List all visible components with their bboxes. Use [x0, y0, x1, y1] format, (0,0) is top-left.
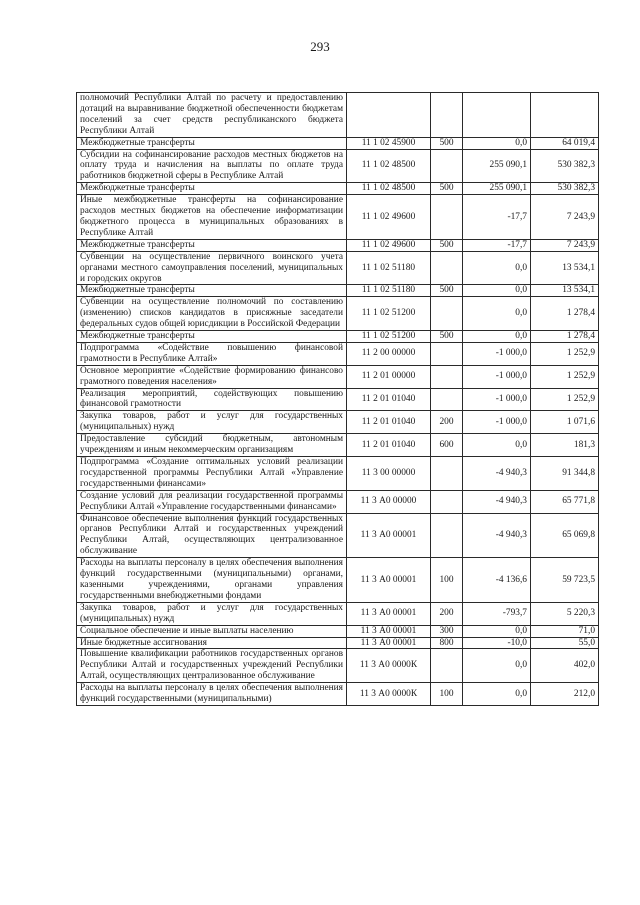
- row-name-cell: Иные бюджетные ассигнования: [77, 637, 347, 649]
- row-code-cell: 11 1 02 51200: [347, 331, 431, 343]
- table-row: [77, 239, 599, 251]
- row-code-cell: 11 2 01 01040: [347, 411, 431, 434]
- row-amount-total-cell: 530 382,3: [531, 183, 599, 195]
- row-amount-change-cell: 0,0: [463, 331, 531, 343]
- table-row: [77, 602, 599, 625]
- row-code-cell: 11 1 02 48500: [347, 149, 431, 183]
- row-name-cell: Межбюджетные трансферты: [77, 137, 347, 149]
- row-amount-change-cell: [463, 93, 531, 138]
- row-amount-total-cell: 212,0: [531, 683, 599, 706]
- row-name-cell: Субсидии на софинансирование расходов местных бюджетов на оплату труда и начисления на выплаты по оплате труда работников бюджетной сферы в Республике Алтай: [77, 149, 347, 183]
- row-type-cell: [431, 149, 463, 183]
- row-amount-total-cell: 55,0: [531, 637, 599, 649]
- row-amount-change-cell: -4 136,6: [463, 558, 531, 603]
- row-amount-total-cell: 181,3: [531, 434, 599, 457]
- row-name-cell: Субвенции на осуществление полномочий по составлению (изменению) списков кандидатов в присяжные заседатели федеральных судов общей юрисдикции в Российской Федерации: [77, 297, 347, 331]
- row-amount-total-cell: 5 220,3: [531, 602, 599, 625]
- row-amount-change-cell: 255 090,1: [463, 183, 531, 195]
- table-row: [77, 365, 599, 388]
- row-name-cell: Реализация мероприятий, содействующих повышению финансовой грамотности: [77, 388, 347, 411]
- row-name-cell: Финансовое обеспечение выполнения функций государственных органов Республики Алтай и государственных учреждений Республики Алтай, осуществляющих централизованное обслуживание: [77, 513, 347, 558]
- row-type-cell: [431, 457, 463, 491]
- row-type-cell: [431, 342, 463, 365]
- row-type-cell: 500: [431, 137, 463, 149]
- row-code-cell: 11 1 02 49600: [347, 239, 431, 251]
- row-amount-change-cell: 0,0: [463, 625, 531, 637]
- row-name-cell: Подпрограмма «Создание оптимальных условий реализации государственной программы Республики Алтай «Управление государственными финансами»: [77, 457, 347, 491]
- row-amount-change-cell: 0,0: [463, 434, 531, 457]
- row-amount-change-cell: -1 000,0: [463, 342, 531, 365]
- row-code-cell: 11 3 А0 00001: [347, 625, 431, 637]
- table-row: [77, 490, 599, 513]
- row-amount-change-cell: 0,0: [463, 297, 531, 331]
- row-name-cell: Предоставление субсидий бюджетным, автономным учреждениям и иным некоммерческим организациям: [77, 434, 347, 457]
- row-code-cell: 11 1 02 51180: [347, 285, 431, 297]
- row-amount-total-cell: 1 252,9: [531, 388, 599, 411]
- row-amount-change-cell: -17,7: [463, 195, 531, 240]
- row-name-cell: Расходы на выплаты персоналу в целях обеспечения выполнения функций государственными (муниципальными): [77, 683, 347, 706]
- row-amount-change-cell: 255 090,1: [463, 149, 531, 183]
- row-type-cell: 200: [431, 411, 463, 434]
- row-name-cell: Подпрограмма «Содействие повышению финансовой грамотности в Республике Алтай»: [77, 342, 347, 365]
- row-amount-total-cell: 7 243,9: [531, 239, 599, 251]
- row-name-cell: Межбюджетные трансферты: [77, 285, 347, 297]
- row-type-cell: [431, 297, 463, 331]
- table-row: [77, 513, 599, 558]
- row-amount-total-cell: 64 019,4: [531, 137, 599, 149]
- row-type-cell: 800: [431, 637, 463, 649]
- row-code-cell: 11 3 А0 00001: [347, 602, 431, 625]
- row-type-cell: [431, 649, 463, 683]
- row-amount-total-cell: 1 278,4: [531, 297, 599, 331]
- row-type-cell: 500: [431, 183, 463, 195]
- row-type-cell: [431, 490, 463, 513]
- table-row: [77, 637, 599, 649]
- row-code-cell: 11 2 01 00000: [347, 365, 431, 388]
- row-amount-total-cell: 1 278,4: [531, 331, 599, 343]
- row-type-cell: 500: [431, 331, 463, 343]
- row-code-cell: 11 1 02 51180: [347, 251, 431, 285]
- row-name-cell: Основное мероприятие «Содействие формированию финансово грамотного поведения населения»: [77, 365, 347, 388]
- row-code-cell: 11 1 02 48500: [347, 183, 431, 195]
- row-code-cell: 11 2 01 01040: [347, 388, 431, 411]
- row-code-cell: 11 3 А0 00001: [347, 637, 431, 649]
- row-type-cell: [431, 513, 463, 558]
- row-amount-change-cell: -793,7: [463, 602, 531, 625]
- row-amount-total-cell: 1 252,9: [531, 365, 599, 388]
- table-row: [77, 137, 599, 149]
- row-code-cell: 11 3 00 00000: [347, 457, 431, 491]
- row-type-cell: [431, 195, 463, 240]
- row-code-cell: 11 3 А0 00001: [347, 558, 431, 603]
- table-row: [77, 388, 599, 411]
- row-code-cell: 11 1 02 49600: [347, 195, 431, 240]
- table-row: [77, 149, 599, 183]
- row-type-cell: 500: [431, 285, 463, 297]
- row-amount-change-cell: 0,0: [463, 285, 531, 297]
- row-name-cell: полномочий Республики Алтай по расчету и предоставлению дотаций на выравнивание бюджетной обеспеченности бюджетам поселений за счет средств республиканского бюджета Республики Алтай: [77, 93, 347, 138]
- row-name-cell: Иные межбюджетные трансферты на софинансирование расходов местных бюджетов на обеспечение информатизации бюджетного процесса в муниципальных образованиях в Республике Алтай: [77, 195, 347, 240]
- row-name-cell: Закупка товаров, работ и услуг для государственных (муниципальных) нужд: [77, 602, 347, 625]
- row-amount-total-cell: 1 071,6: [531, 411, 599, 434]
- table-row: [77, 297, 599, 331]
- row-amount-change-cell: -1 000,0: [463, 365, 531, 388]
- row-code-cell: 11 3 А0 0000К: [347, 649, 431, 683]
- row-amount-total-cell: 402,0: [531, 649, 599, 683]
- row-type-cell: [431, 365, 463, 388]
- table-row: [77, 649, 599, 683]
- row-amount-change-cell: -1 000,0: [463, 411, 531, 434]
- row-amount-change-cell: -17,7: [463, 239, 531, 251]
- row-code-cell: 11 2 00 00000: [347, 342, 431, 365]
- row-amount-change-cell: -4 940,3: [463, 490, 531, 513]
- table-row: [77, 331, 599, 343]
- row-amount-total-cell: 7 243,9: [531, 195, 599, 240]
- row-name-cell: Межбюджетные трансферты: [77, 331, 347, 343]
- row-amount-total-cell: 71,0: [531, 625, 599, 637]
- budget-table-body: [77, 93, 599, 706]
- table-row: [77, 558, 599, 603]
- row-amount-change-cell: -4 940,3: [463, 457, 531, 491]
- row-name-cell: Расходы на выплаты персоналу в целях обеспечения выполнения функций государственными (муниципальными) органами, казенными учреждениями, органами управления государственными внебюджетными фондами: [77, 558, 347, 603]
- table-row: [77, 251, 599, 285]
- table-row: [77, 457, 599, 491]
- table-row: [77, 683, 599, 706]
- row-type-cell: [431, 93, 463, 138]
- row-amount-total-cell: 65 069,8: [531, 513, 599, 558]
- row-code-cell: [347, 93, 431, 138]
- table-row: [77, 411, 599, 434]
- row-name-cell: Субвенции на осуществление первичного воинского учета органами местного самоуправления поселений, муниципальных и городских округов: [77, 251, 347, 285]
- budget-table: [76, 92, 599, 706]
- row-type-cell: 600: [431, 434, 463, 457]
- row-type-cell: 500: [431, 239, 463, 251]
- row-type-cell: 100: [431, 558, 463, 603]
- row-type-cell: [431, 388, 463, 411]
- row-amount-change-cell: 0,0: [463, 251, 531, 285]
- table-row: [77, 183, 599, 195]
- row-name-cell: Закупка товаров, работ и услуг для государственных (муниципальных) нужд: [77, 411, 347, 434]
- row-amount-change-cell: -4 940,3: [463, 513, 531, 558]
- row-amount-total-cell: 13 534,1: [531, 251, 599, 285]
- row-type-cell: 300: [431, 625, 463, 637]
- row-code-cell: 11 2 01 01040: [347, 434, 431, 457]
- row-amount-total-cell: 65 771,8: [531, 490, 599, 513]
- row-name-cell: Повышение квалификации работников государственных органов Республики Алтай и государственных учреждений Республики Алтай, осуществляющих централизованное обслуживание: [77, 649, 347, 683]
- table-row: [77, 285, 599, 297]
- row-amount-change-cell: -1 000,0: [463, 388, 531, 411]
- row-name-cell: Создание условий для реализации государственной программы Республики Алтай «Управление государственными финансами»: [77, 490, 347, 513]
- row-code-cell: 11 1 02 51200: [347, 297, 431, 331]
- table-row: [77, 625, 599, 637]
- row-name-cell: Социальное обеспечение и иные выплаты населению: [77, 625, 347, 637]
- row-amount-total-cell: [531, 93, 599, 138]
- row-name-cell: Межбюджетные трансферты: [77, 183, 347, 195]
- table-row: [77, 195, 599, 240]
- row-type-cell: 200: [431, 602, 463, 625]
- row-code-cell: 11 3 А0 00000: [347, 490, 431, 513]
- row-name-cell: Межбюджетные трансферты: [77, 239, 347, 251]
- row-amount-change-cell: -10,0: [463, 637, 531, 649]
- page-number: 293: [310, 39, 330, 54]
- row-amount-change-cell: 0,0: [463, 137, 531, 149]
- row-amount-total-cell: 530 382,3: [531, 149, 599, 183]
- row-amount-total-cell: 59 723,5: [531, 558, 599, 603]
- row-type-cell: 100: [431, 683, 463, 706]
- row-amount-change-cell: 0,0: [463, 649, 531, 683]
- row-code-cell: 11 3 А0 00001: [347, 513, 431, 558]
- row-amount-total-cell: 1 252,9: [531, 342, 599, 365]
- row-code-cell: 11 3 А0 0000К: [347, 683, 431, 706]
- row-amount-change-cell: 0,0: [463, 683, 531, 706]
- table-row: [77, 93, 599, 138]
- row-type-cell: [431, 251, 463, 285]
- row-amount-total-cell: 91 344,8: [531, 457, 599, 491]
- row-amount-total-cell: 13 534,1: [531, 285, 599, 297]
- row-code-cell: 11 1 02 45900: [347, 137, 431, 149]
- table-row: [77, 342, 599, 365]
- table-row: [77, 434, 599, 457]
